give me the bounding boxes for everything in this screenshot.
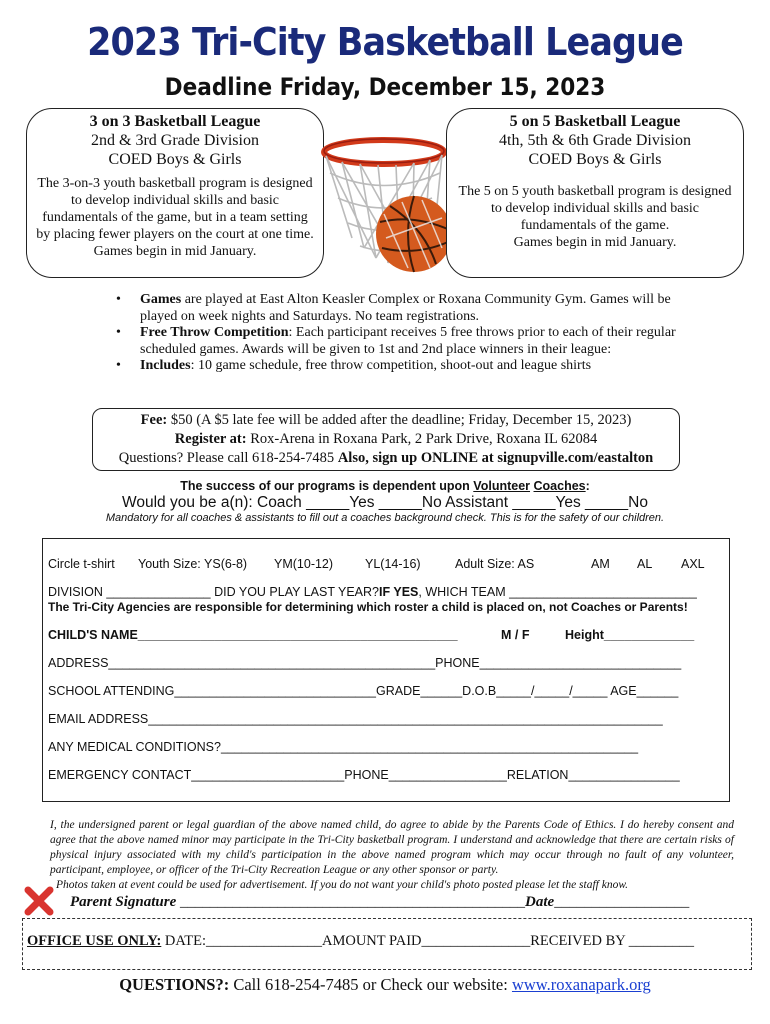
height-field[interactable]: Height_____________ bbox=[565, 628, 695, 642]
box-heading: 5 on 5 Basketball League bbox=[509, 113, 681, 130]
signup-online-text: Also, sign up ONLINE at signupville.com/eastalton bbox=[337, 450, 654, 466]
box-coed: COED Boys & Girls bbox=[528, 151, 662, 168]
waiver-text: I, the undersigned parent or legal guardian of the above named child, do agree to abide by the Parents Code of Ethics. I do hereby consent and agree that the above named minor may participate in the Tri-City basketball program. I understand and acknowledge that there are certain risks of physical injury associated with my child's participation in the above named program which may occur through no fault of any volunteer, participant, employee, or officer of the Tri-City Recreation League or any other sponsor or party. Photos taken at event could be used for advertisement. If you do not want your child's photo posted please let the staff know. bbox=[50, 819, 734, 891]
address-field[interactable]: ADDRESS_______________________________________________PHONE_____________________________ bbox=[48, 656, 682, 670]
registration-form bbox=[42, 538, 730, 802]
box-games-begin: Games begin in mid January. bbox=[513, 235, 677, 250]
box-heading: 3 on 3 Basketball League bbox=[89, 113, 261, 130]
box-division: 4th, 5th & 6th Grade Division bbox=[499, 132, 691, 149]
fee-text: $50 (A $5 late fee will be added after the deadline; Friday, December 15, 2023) bbox=[167, 412, 632, 428]
five-on-five-box bbox=[446, 108, 744, 278]
register-label: Register at: bbox=[174, 431, 247, 447]
tshirt-label: Circle t-shirt bbox=[48, 557, 115, 571]
fee-info-box bbox=[92, 408, 680, 471]
medical-conditions-field[interactable]: ANY MEDICAL CONDITIONS?____________________________________________________________ bbox=[48, 740, 639, 754]
box-coed: COED Boys & Girls bbox=[108, 151, 242, 168]
photo-notice: Photos taken at event could be used for advertisement. If you do not want your child's photo posted please let the staff know. bbox=[56, 879, 629, 891]
office-use-fields: OFFICE USE ONLY: DATE:________________AMOUNT PAID_______________RECEIVED BY _________ bbox=[27, 933, 695, 949]
school-field[interactable]: SCHOOL ATTENDING_____________________________GRADE______D.O.B_____/_____/_____ AGE______ bbox=[48, 684, 679, 698]
fee-label: Fee: bbox=[140, 412, 168, 428]
list-item: • Free Throw Competition: Each participant receives 5 free throws prior to each of their regular scheduled games. Awards will be given to 1st and 2nd place winners in their league: bbox=[116, 325, 686, 358]
deadline-heading: Deadline Friday, December 15, 2023 bbox=[164, 73, 606, 101]
three-on-three-box bbox=[26, 108, 324, 278]
volunteer-heading: The success of our programs is dependent upon Volunteer Coaches: bbox=[180, 479, 590, 493]
tshirt-youth-small[interactable]: Youth Size: YS(6-8) bbox=[138, 557, 248, 571]
background-check-note: Mandatory for all coaches & assistants to fill out a coaches background check. This is for the safety of our children. bbox=[105, 512, 665, 524]
questions-text: Questions? Please call 618-254-7485 bbox=[118, 450, 338, 466]
office-use-box bbox=[22, 918, 752, 970]
list-item: • Includes: 10 game schedule, free throw competition, shoot-out and league shirts bbox=[116, 358, 686, 375]
gender-field[interactable]: M / F bbox=[501, 628, 530, 642]
box-division: 2nd & 3rd Grade Division bbox=[91, 132, 259, 149]
email-field[interactable]: EMAIL ADDRESS__________________________________________________________________________ bbox=[48, 712, 663, 726]
tshirt-youth-large[interactable]: YL(14-16) bbox=[365, 557, 421, 571]
basketball-hoop-icon bbox=[312, 118, 462, 288]
box-description: The 5 on 5 youth basketball program is designed to develop individual skills and basic fundamentals of the game. bbox=[458, 184, 732, 233]
emergency-contact-field[interactable]: EMERGENCY CONTACT______________________PHONE_________________RELATION________________ bbox=[48, 768, 680, 782]
childs-name-field[interactable]: CHILD'S NAME______________________________________________ bbox=[48, 628, 458, 642]
tshirt-adult-large[interactable]: AL bbox=[637, 557, 653, 571]
box-description: The 3-on-3 youth basketball program is designed to develop individual skills and basic fundamentals of the game, but in a team setting by placing fewer players on the court at one time. bbox=[36, 176, 314, 242]
parent-signature-field[interactable]: Parent Signature ______________________________________________Date__________________ bbox=[70, 894, 690, 910]
tshirt-adult-xl[interactable]: AXL bbox=[681, 557, 705, 571]
page-title: 2023 Tri-City Basketball League bbox=[87, 20, 683, 64]
roster-note: The Tri-City Agencies are responsible for determining which roster a child is placed on, not Coaches or Parents! bbox=[48, 600, 688, 614]
basketball bbox=[376, 196, 452, 272]
footer-questions: QUESTIONS?: Call 618-254-7485 or Check our website: www.roxanapark.org bbox=[119, 975, 651, 994]
tshirt-youth-medium[interactable]: YM(10-12) bbox=[274, 557, 334, 571]
tshirt-adult-medium[interactable]: AM bbox=[591, 557, 610, 571]
tshirt-adult-small[interactable]: Adult Size: AS bbox=[455, 557, 535, 571]
division-field[interactable]: DIVISION _______________ DID YOU PLAY LAST YEAR?IF YES, WHICH TEAM ___________________________ bbox=[48, 585, 697, 599]
volunteer-question: Would you be a(n): Coach _____Yes _____No Assistant _____Yes _____No bbox=[122, 494, 648, 511]
list-item: • Games are played at East Alton Keasler Complex or Roxana Community Gym. Games will be played on week nights and Saturdays. No team registrations. bbox=[116, 292, 686, 325]
register-text: Rox-Arena in Roxana Park, 2 Park Drive, Roxana IL 62084 bbox=[246, 431, 598, 447]
x-mark-icon bbox=[24, 886, 54, 916]
box-games-begin: Games begin in mid January. bbox=[93, 244, 257, 259]
website-link[interactable]: www.roxanapark.org bbox=[511, 975, 651, 994]
program-details-list bbox=[116, 292, 686, 375]
